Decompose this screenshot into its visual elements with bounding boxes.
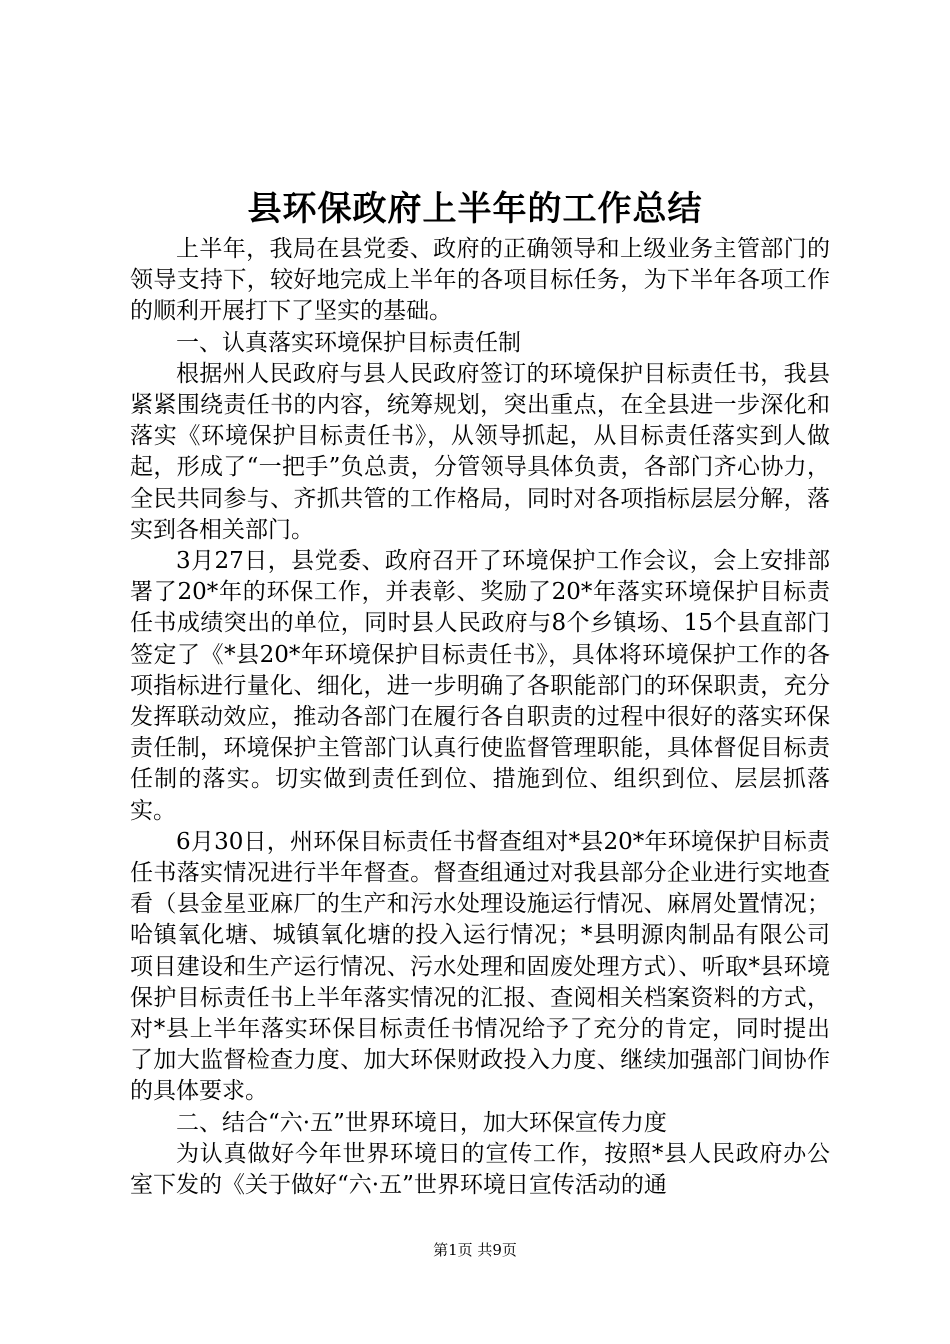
body-paragraph: 为认真做好今年世界环境日的宣传工作，按照*县人民政府办公室下发的《关于做好“六·五”世界环境日宣传活动的通 — [130, 1140, 830, 1199]
body-paragraph: 根据州人民政府与县人民政府签订的环境保护目标责任书，我县紧紧围绕责任书的内容，统筹规划，突出重点，在全县进一步深化和落实《环境保护目标责任书》，从领导抓起，从目标责任落实到人做起，形成了“一把手”负总责，分管领导具体负责，各部门齐心协力，全民共同参与、齐抓共管的工作格局，同时对各项指标层层分解，落实到各相关部门。 — [130, 360, 830, 543]
page-number-footer: 第1页 共9页 — [433, 1241, 517, 1259]
body-paragraph: 6月30日，州环保目标责任书督查组对*县20*年环境保护目标责任书落实情况进行半年督查。督查组通过对我县部分企业进行实地查看（县金星亚麻厂的生产和污水处理设施运行情况、麻屑处置情况；哈镇氧化塘、城镇氧化塘的投入运行情况；*县明源肉制品有限公司项目建设和生产运行情况、污水处理和固废处理方式）、听取*县环境保护目标责任书上半年落实情况的汇报、查阅相关档案资料的方式，对*县上半年落实环保目标责任书情况给予了充分的肯定，同时提出了加大监督检查力度、加大环保财政投入力度、继续加强部门间协作的具体要求。 — [130, 828, 830, 1105]
section-heading-2: 二、结合“六·五”世界环境日，加大环保宣传力度 — [176, 1109, 667, 1136]
body-paragraph: 3月27日，县党委、政府召开了环境保护工作会议，会上安排部署了20*年的环保工作，并表彰、奖励了20*年落实环境保护目标责任书成绩突出的单位，同时县人民政府与8个乡镇场、15个县直部门签定了《*县20*年环境保护目标责任书》，具体将环境保护工作的各项指标进行量化、细化，进一步明确了各职能部门的环保职责，充分发挥联动效应，推动各部门在履行各自职责的过程中很好的落实环保责任制，环境保护主管部门认真行使监督管理职能，具体督促目标责任制的落实。切实做到责任到位、措施到位、组织到位、层层抓落实。 — [130, 548, 830, 824]
document-title: 县环保政府上半年的工作总结 — [247, 189, 703, 229]
document-body — [130, 234, 830, 1201]
section-heading-1: 一、认真落实环境保护目标责任制 — [176, 329, 521, 356]
intro-paragraph: 上半年，我局在县党委、政府的正确领导和上级业务主管部门的领导支持下，较好地完成上半年的各项目标任务，为下半年各项工作的顺利开展打下了坚实的基础。 — [130, 236, 830, 325]
